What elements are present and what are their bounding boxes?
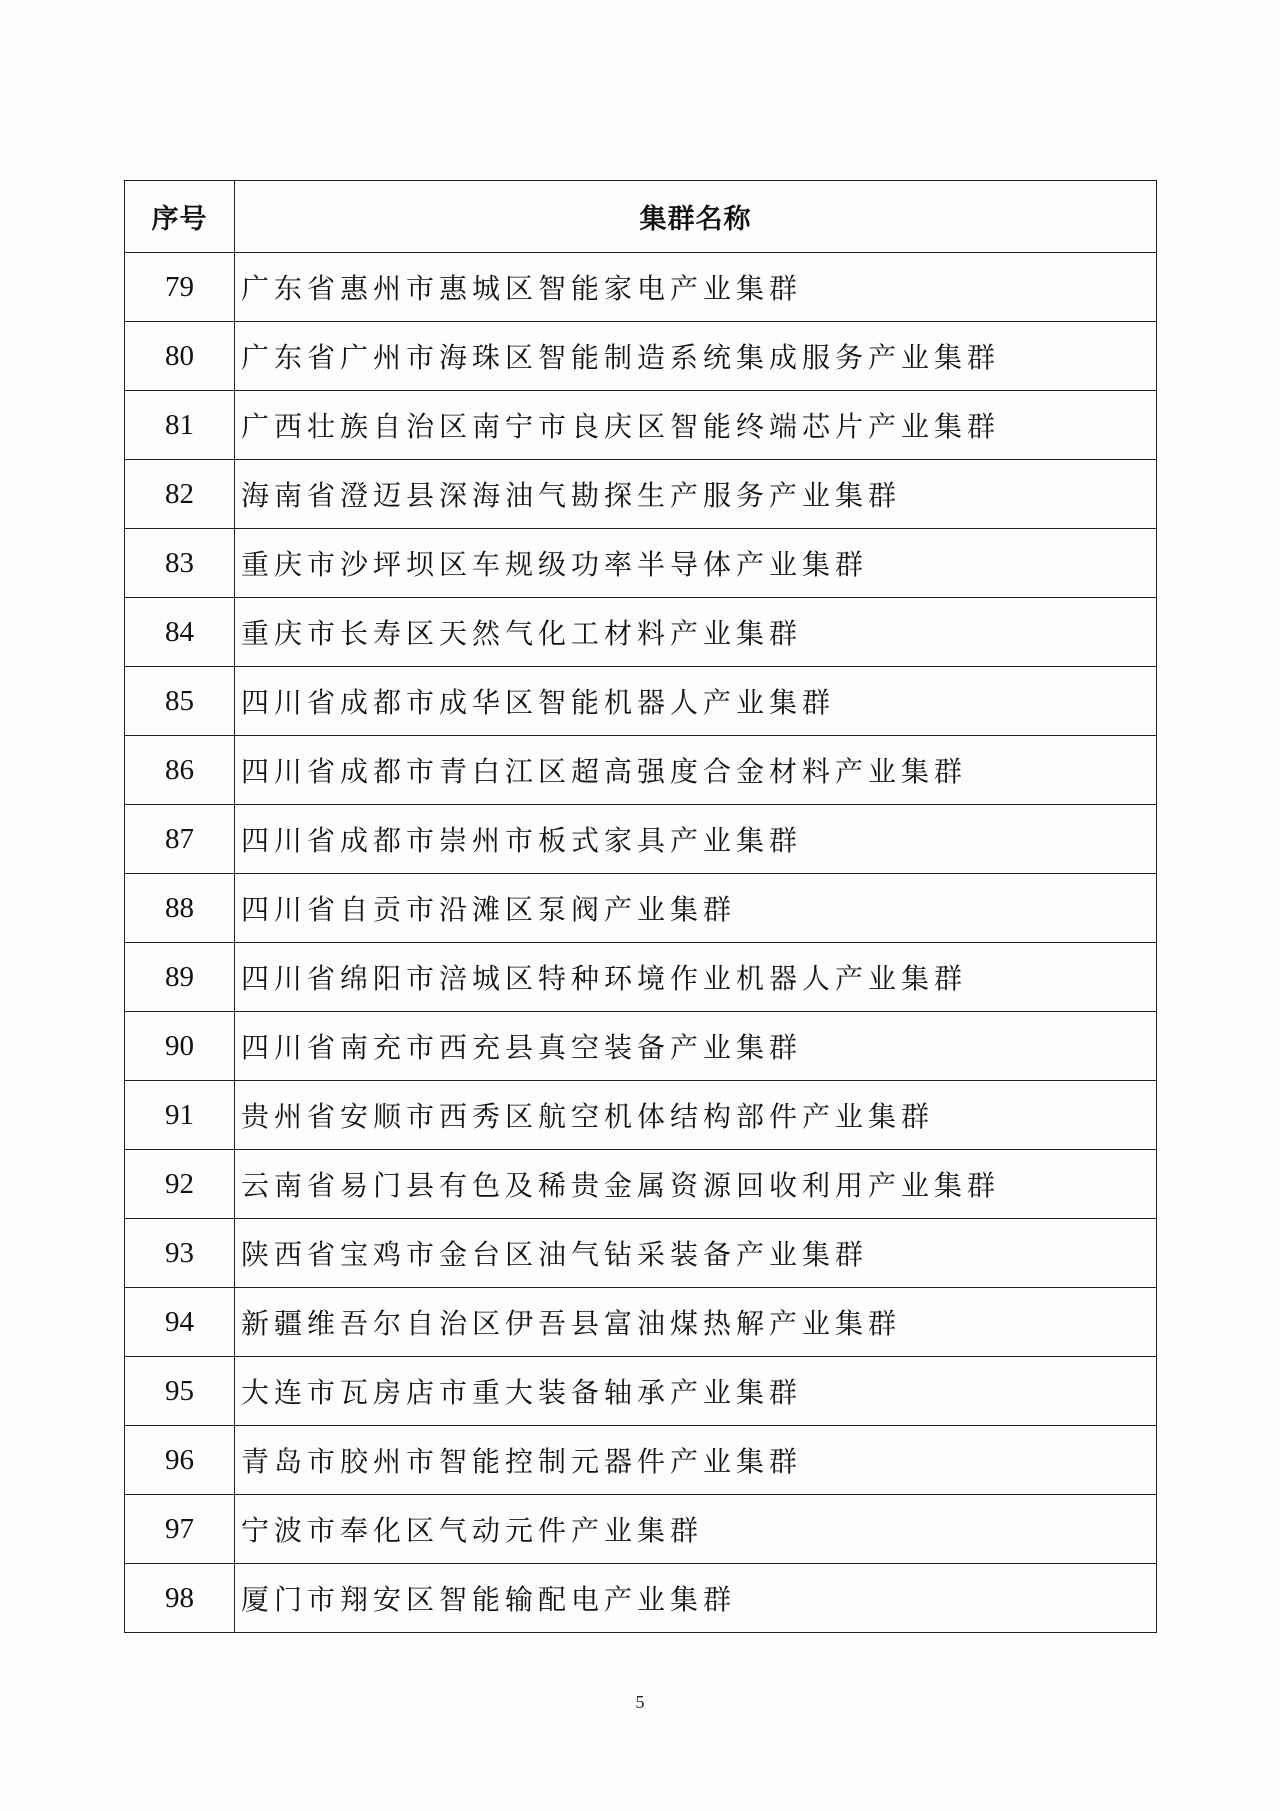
table-row (125, 1081, 1157, 1150)
cluster-name: 宁波市奉化区气动元件产业集群 (235, 1495, 1157, 1564)
row-number: 85 (125, 667, 235, 736)
row-number: 91 (125, 1081, 235, 1150)
row-number: 86 (125, 736, 235, 805)
table-row (125, 322, 1157, 391)
table-row (125, 943, 1157, 1012)
row-number: 81 (125, 391, 235, 460)
row-number: 83 (125, 529, 235, 598)
table-row (125, 1012, 1157, 1081)
cluster-name: 四川省成都市青白江区超高强度合金材料产业集群 (235, 736, 1157, 805)
cluster-name: 重庆市沙坪坝区车规级功率半导体产业集群 (235, 529, 1157, 598)
cluster-name: 陕西省宝鸡市金台区油气钻采装备产业集群 (235, 1219, 1157, 1288)
table-row (125, 1357, 1157, 1426)
row-number: 84 (125, 598, 235, 667)
row-number: 89 (125, 943, 235, 1012)
page-number: 5 (635, 1692, 645, 1712)
row-number: 79 (125, 253, 235, 322)
row-number: 92 (125, 1150, 235, 1219)
cluster-name: 广东省惠州市惠城区智能家电产业集群 (235, 253, 1157, 322)
row-number: 98 (125, 1564, 235, 1633)
table-row (125, 1219, 1157, 1288)
cluster-name: 贵州省安顺市西秀区航空机体结构部件产业集群 (235, 1081, 1157, 1150)
table-row (125, 1495, 1157, 1564)
table-row (125, 1288, 1157, 1357)
cluster-name: 广东省广州市海珠区智能制造系统集成服务产业集群 (235, 322, 1157, 391)
row-number: 95 (125, 1357, 235, 1426)
cluster-name: 四川省成都市崇州市板式家具产业集群 (235, 805, 1157, 874)
cluster-name: 重庆市长寿区天然气化工材料产业集群 (235, 598, 1157, 667)
cluster-name: 四川省自贡市沿滩区泵阀产业集群 (235, 874, 1157, 943)
row-number: 88 (125, 874, 235, 943)
table-row (125, 391, 1157, 460)
cluster-table (124, 180, 1157, 1633)
cluster-name: 云南省易门县有色及稀贵金属资源回收利用产业集群 (235, 1150, 1157, 1219)
table-row (125, 667, 1157, 736)
cluster-name: 大连市瓦房店市重大装备轴承产业集群 (235, 1357, 1157, 1426)
table-row (125, 598, 1157, 667)
table-row (125, 253, 1157, 322)
table-header-row (125, 181, 1157, 253)
table-row (125, 736, 1157, 805)
cluster-name: 厦门市翔安区智能输配电产业集群 (235, 1564, 1157, 1633)
header-number: 序号 (125, 181, 235, 253)
cluster-name: 广西壮族自治区南宁市良庆区智能终端芯片产业集群 (235, 391, 1157, 460)
header-cluster-name: 集群名称 (235, 181, 1157, 253)
table-row (125, 1426, 1157, 1495)
table-row (125, 460, 1157, 529)
row-number: 93 (125, 1219, 235, 1288)
cluster-name: 四川省南充市西充县真空装备产业集群 (235, 1012, 1157, 1081)
row-number: 96 (125, 1426, 235, 1495)
cluster-name: 新疆维吾尔自治区伊吾县富油煤热解产业集群 (235, 1288, 1157, 1357)
cluster-name: 四川省成都市成华区智能机器人产业集群 (235, 667, 1157, 736)
cluster-name: 青岛市胶州市智能控制元器件产业集群 (235, 1426, 1157, 1495)
row-number: 82 (125, 460, 235, 529)
cluster-name: 海南省澄迈县深海油气勘探生产服务产业集群 (235, 460, 1157, 529)
row-number: 80 (125, 322, 235, 391)
row-number: 90 (125, 1012, 235, 1081)
table-row (125, 1564, 1157, 1633)
table-body (125, 253, 1157, 1633)
table-row (125, 529, 1157, 598)
row-number: 87 (125, 805, 235, 874)
table-row (125, 874, 1157, 943)
row-number: 97 (125, 1495, 235, 1564)
row-number: 94 (125, 1288, 235, 1357)
table-row (125, 805, 1157, 874)
table-row (125, 1150, 1157, 1219)
cluster-name: 四川省绵阳市涪城区特种环境作业机器人产业集群 (235, 943, 1157, 1012)
